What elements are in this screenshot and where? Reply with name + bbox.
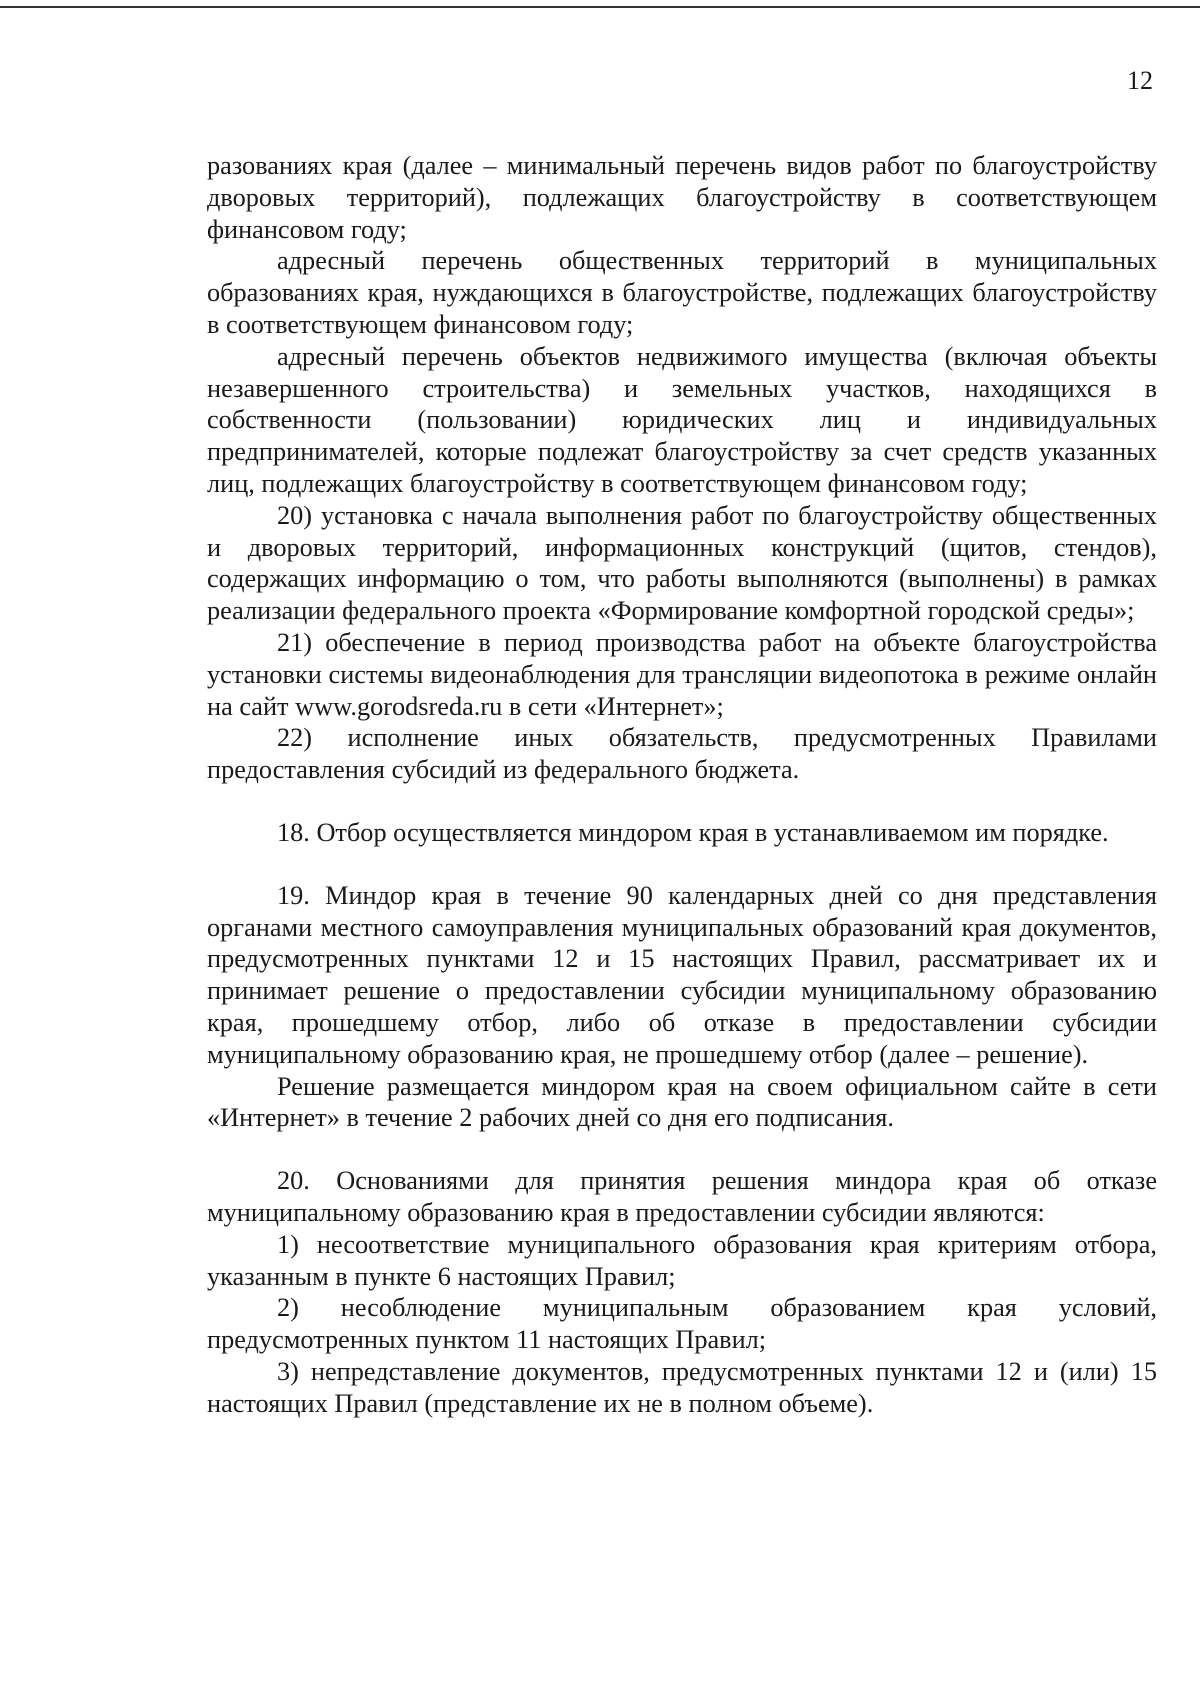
page-number: 12 [1127, 66, 1153, 95]
section-19: 19. Миндор края в течение 90 календарных дней со дня представления органами местного самоуправления муниципальных образований края документов, предусмотренных пунктами 12 и 15 настоящих Правил, рассматривает их и принимает решение о предоставлении субсидии муниципальному образованию края, прошедшему отбор, либо об отказе в предоставлении субсидии муниципальному образованию края, не прошедшему отбор (далее – решение). [207, 880, 1157, 1069]
paragraph-item-22: 22) исполнение иных обязательств, предусмотренных Правилами предоставления субсидий из федерального бюджета. [207, 723, 1157, 785]
paragraph-continuation: разованиях края (далее – минимальный перечень видов работ по благоустройству дворовых территорий), подлежащих благоустройству в соответствующем финансовом году; [207, 151, 1157, 244]
paragraph-refusal-2: 2) несоблюдение муниципальным образованием края условий, предусмотренных пунктом 11 настоящих Правил; [207, 1293, 1157, 1355]
top-border-line [0, 6, 1200, 8]
paragraph-refusal-1: 1) несоответствие муниципального образования края критериям отбора, указанным в пункте 6 настоящих Правил; [207, 1229, 1157, 1291]
paragraph-item-21: 21) обеспечение в период производства работ на объекте благоустройства установки системы видеонаблюдения для трансляции видеопотока в режиме онлайн на сайт www.gorodsreda.ru в сети «Интернет»; [207, 627, 1157, 721]
paragraph-decision-publication: Решение размещается миндором края на своем официальном сайте в сети «Интернет» в течение 2 рабочих дней со дня его подписания. [207, 1071, 1157, 1133]
paragraph-refusal-3: 3) непредставление документов, предусмотренных пунктами 12 и (или) 15 настоящих Правил (представление их не в полном объеме). [207, 1356, 1157, 1418]
paragraph-item-20: 20) установка с начала выполнения работ по благоустройству общественных и дворовых территорий, информационных конструкций (щитов, стендов), содержащих информацию о том, что работы выполняются (выполнены) в рамках реализации федерального проекта «Формирование комфортной городской среды»; [207, 500, 1157, 626]
document-body [207, 150, 1157, 1419]
paragraph-public-territories: адресный перечень общественных территорий в муниципальных образованиях края, нуждающихся в благоустройстве, подлежащих благоустройству в соответствующем финансовом году; [207, 246, 1157, 339]
paragraph-real-estate-list: адресный перечень объектов недвижимого имущества (включая объекты незавершенного строительства) и земельных участков, находящихся в собственности (пользовании) юридических лиц и индивидуальных предпринимателей, которые подлежат благоустройству за счет средств указанных лиц, подлежащих благоустройству в соответствующем финансовом году; [207, 341, 1157, 498]
section-20: 20. Основаниями для принятия решения миндора края об отказе муниципальному образованию края в предоставлении субсидии являются: [207, 1166, 1157, 1227]
section-18: 18. Отбор осуществляется миндором края в устанавливаемом им порядке. [277, 817, 1109, 847]
